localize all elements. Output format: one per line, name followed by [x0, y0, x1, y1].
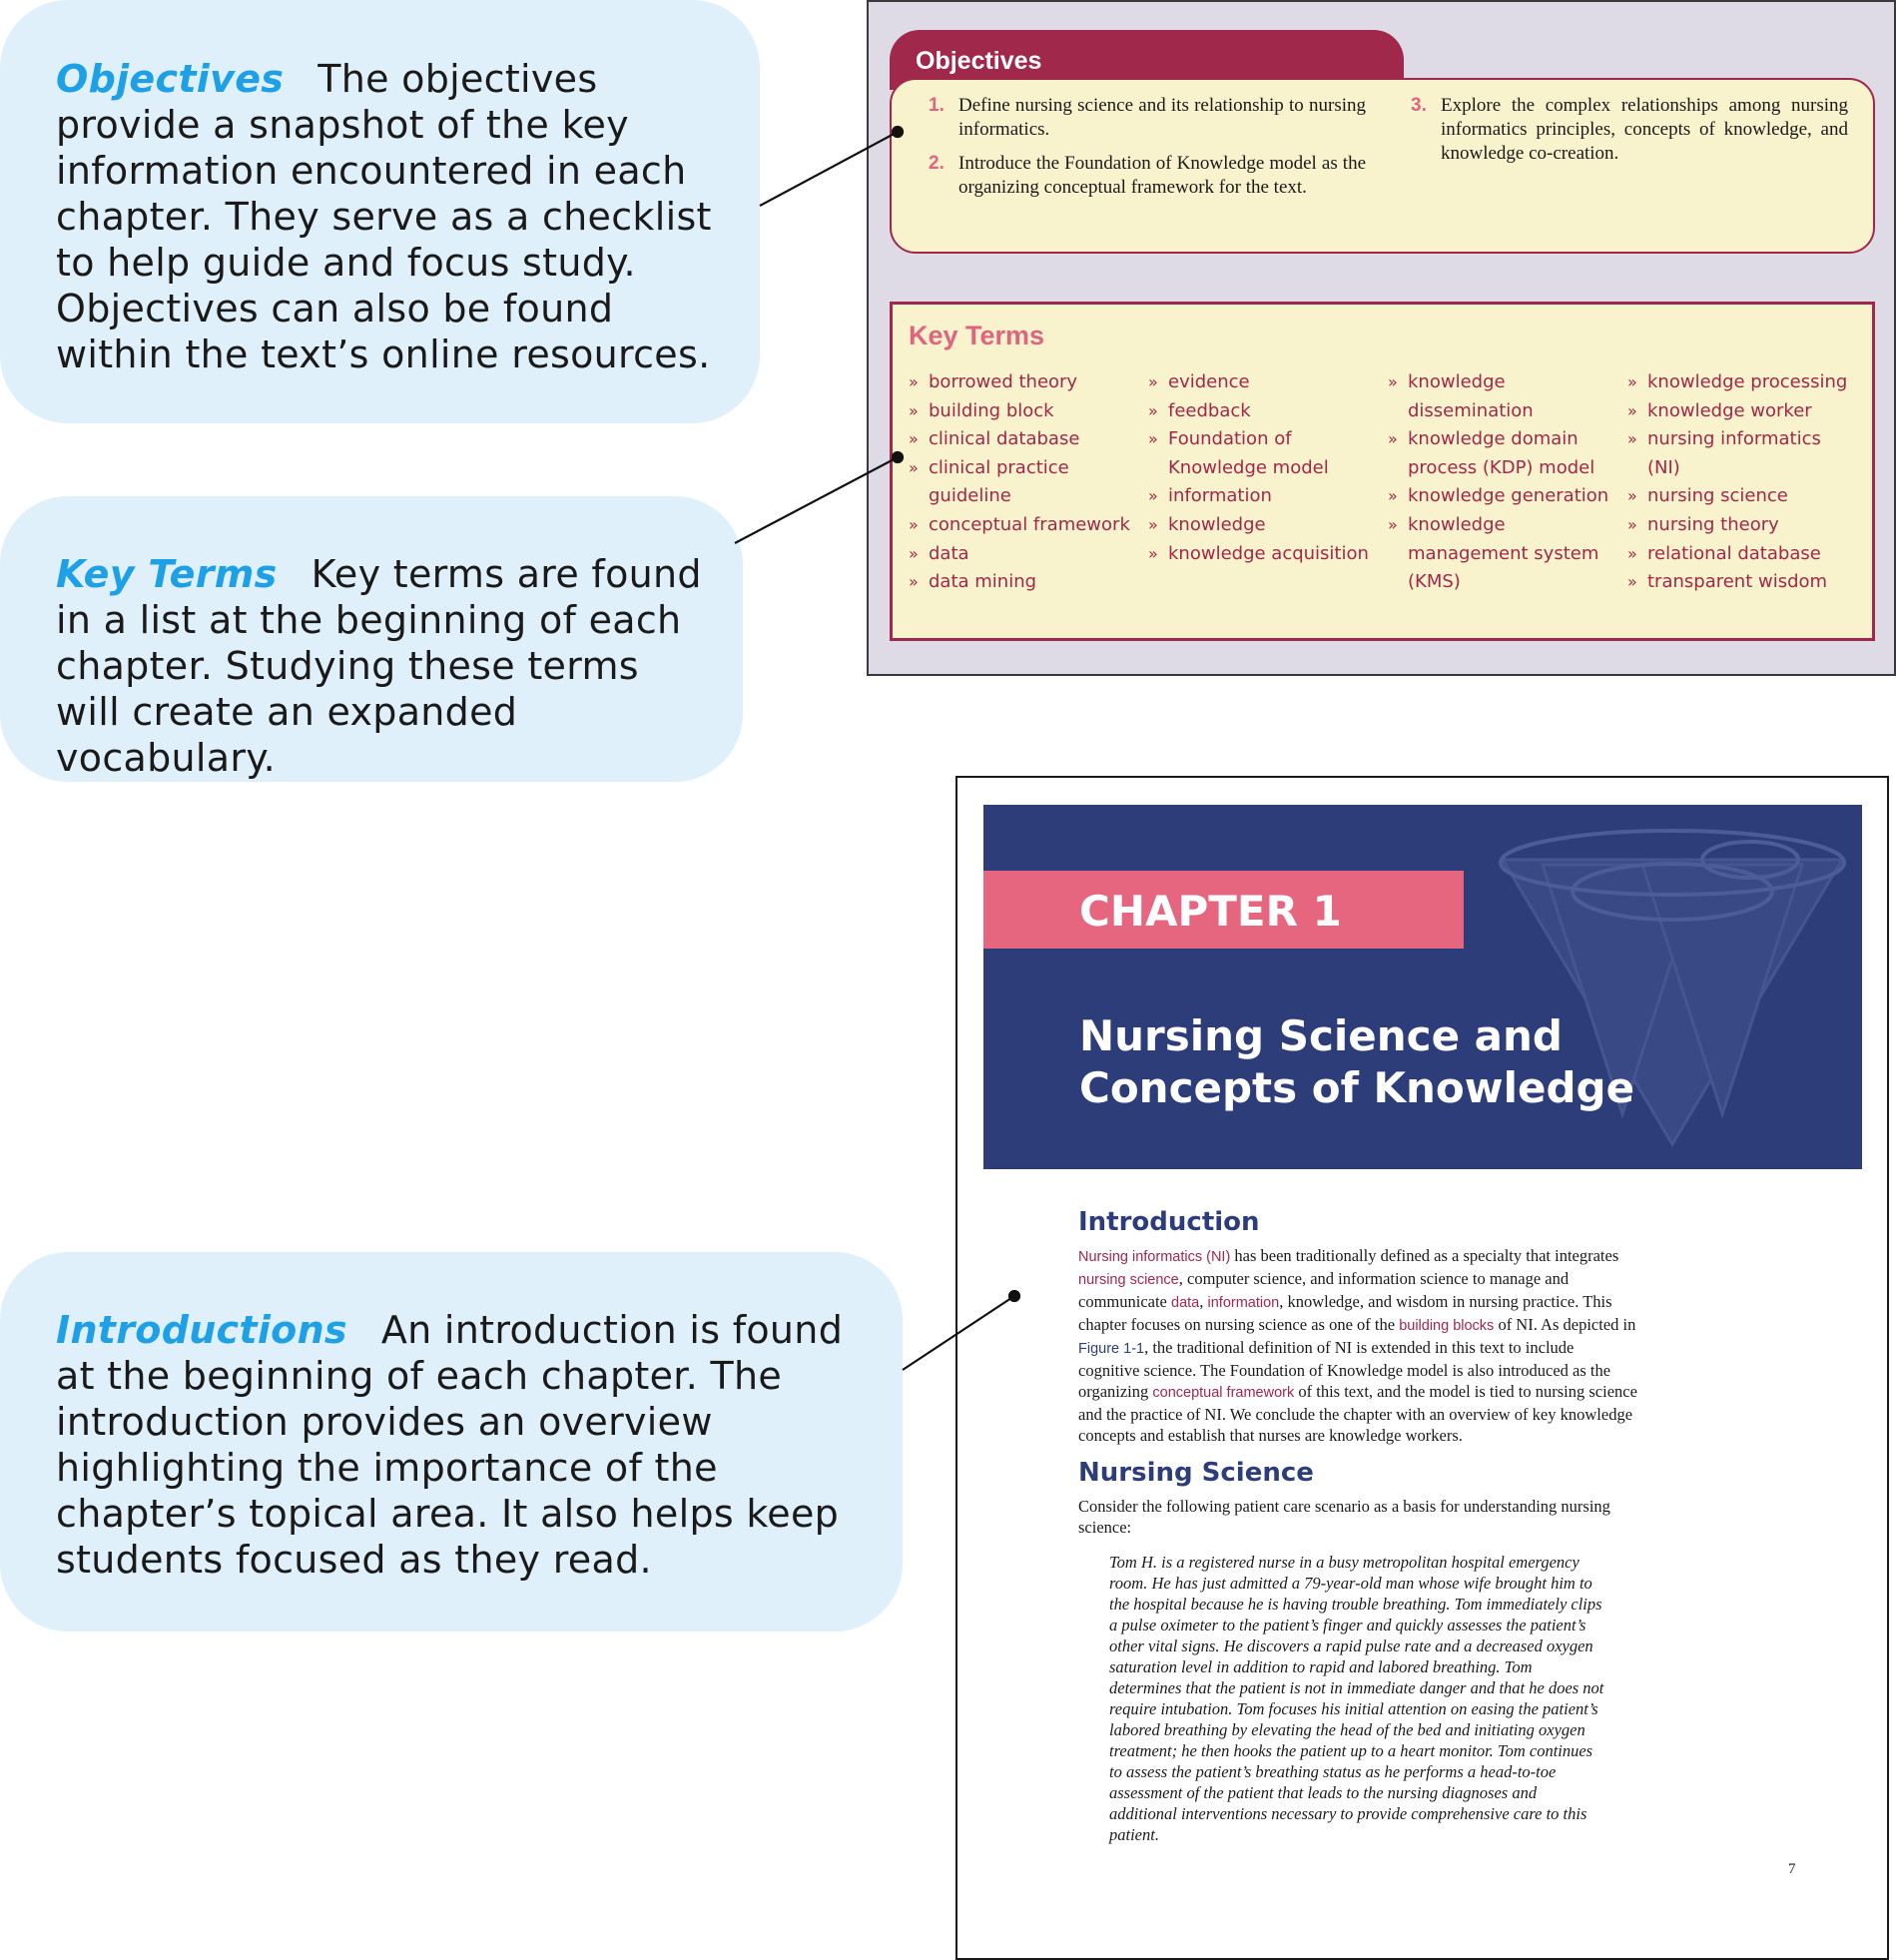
introductions-callout-text: An introduction is found at the beginning of each chapter. The introduction provides an overview highlighting the importance of the chapter’s topical area. It also helps keep students focused as they read. — [56, 1308, 844, 1582]
chapter-opening-page — [955, 776, 1889, 1960]
key-term: » nursing science — [1627, 482, 1857, 511]
objectives-callout-text: The objectives provide a snapshot of the key information encountered in each chapter. They serve as a checklist to help guide and focus study. Objectives can also be found within the text’s online resources. — [56, 57, 712, 376]
key-terms-callout-lead: Key Terms — [56, 552, 278, 596]
introduction-paragraph — [1078, 1245, 1637, 1446]
key-term: » borrowed theory — [909, 368, 1138, 397]
key-term: » relational database — [1627, 540, 1857, 569]
paragraph-text: of NI. As depicted in — [1494, 1315, 1636, 1334]
paragraph-text: of this text, and the model is tied to nursing science and the practice of NI. We conclude the chapter with an overview of key knowledge concepts and establish that nurses are knowledge workers. — [1078, 1382, 1637, 1445]
key-terms-column — [1388, 368, 1617, 597]
key-terms-callout-text: Key terms are found in a list at the beginning of each chapter. Studying these terms will create an expanded vocabulary. — [56, 552, 702, 780]
key-terms-box — [890, 302, 1875, 641]
objective-text: Define nursing science and its relationship to nursing informatics. — [958, 95, 1366, 140]
objectives-tab-title: Objectives — [890, 30, 1404, 90]
key-term-link[interactable]: data — [1171, 1295, 1200, 1311]
key-term-link[interactable]: conceptual framework — [1152, 1385, 1295, 1401]
patient-scenario: Tom H. is a registered nurse in a busy metropolitan hospital emergency room. He has just admitted a 79-year-old man whose wife brought him to the hospital because he is having trouble breathing. Tom immediately clips a pulse oximeter to the patient’s finger and quickly assesses the patient’s other vital signs. He discovers a rapid pulse rate and a decreased oxygen saturation level in addition to rapid and labored breathing. Tom determines that the patient is not in immediate danger and that he does not require intubation. Tom focuses his initial attention on easing the patient’s labored breathing by elevating the head of the bed and initiating oxygen treatment; he then hooks the patient up to a heart monitor. Tom continues to assess the patient’s breathing status as he performs a head-to-toe assessment of the patient that leads to the nursing diagnoses and additional interventions necessary to provide comprehensive care to this patient. — [1109, 1553, 1604, 1844]
key-term-link[interactable]: building blocks — [1399, 1318, 1495, 1334]
key-term-link[interactable]: Nursing informatics (NI) — [1078, 1249, 1231, 1265]
paragraph-text: , knowledge, and wisdom in nursing practice. This chapter focuses on nursing science as one of the — [1078, 1292, 1612, 1334]
key-term: » data mining — [909, 568, 1138, 597]
figure-reference-link[interactable]: Figure 1-1 — [1078, 1341, 1145, 1357]
objectives-callout — [0, 0, 760, 423]
chapter-banner — [983, 805, 1862, 1169]
key-term: » Foundation of Knowledge model — [1148, 425, 1378, 482]
key-terms-column — [909, 368, 1138, 597]
objective-item — [1411, 94, 1848, 166]
key-term-link[interactable]: information — [1207, 1295, 1280, 1311]
objectives-box — [890, 78, 1875, 254]
paragraph-text: , — [1199, 1292, 1208, 1311]
key-term: » transparent wisdom — [1627, 568, 1857, 597]
introductions-callout — [0, 1252, 903, 1632]
key-terms-column — [1148, 368, 1378, 568]
key-terms-callout — [0, 496, 743, 782]
key-term: » knowledge domain process (KDP) model — [1388, 425, 1617, 482]
key-terms-title: Key Terms — [909, 321, 1045, 350]
key-term: » nursing informatics (NI) — [1627, 425, 1857, 482]
objective-item — [929, 94, 1366, 142]
nursing-science-paragraph: Consider the following patient care scenario as a basis for understanding nursing science: — [1078, 1497, 1610, 1537]
key-term: » knowledge — [1148, 511, 1378, 540]
page-number: 7 — [1788, 1861, 1796, 1877]
key-term: » clinical practice guideline — [909, 454, 1138, 511]
key-term-link[interactable]: nursing science — [1078, 1272, 1179, 1288]
objective-text: Explore the complex relationships among nursing informatics principles, concepts of knowledge, and knowledge co-creation. — [1441, 95, 1848, 164]
key-term: » knowledge management system (KMS) — [1388, 511, 1617, 597]
key-term: » knowledge acquisition — [1148, 540, 1378, 569]
introduction-heading: Introduction — [1078, 1207, 1260, 1237]
key-term: » knowledge processing — [1627, 368, 1857, 397]
paragraph-text: , the traditional definition of NI is extended in this text to include cognitive science. The Foundation of Knowledge model is also introduced as the organizing — [1078, 1338, 1611, 1401]
key-terms-column — [1627, 368, 1857, 597]
chapter-title: Nursing Science and Concepts of Knowledge — [1079, 1011, 1635, 1112]
objective-text: Introduce the Foundation of Knowledge model as the organizing conceptual framework for the text. — [958, 153, 1366, 198]
key-term: » information — [1148, 482, 1378, 511]
chapter-body — [1078, 1207, 1637, 1845]
paragraph-text: , computer science, and information science to manage and communicate — [1078, 1269, 1570, 1311]
objective-number: 2. — [929, 153, 945, 174]
paragraph-text: has been traditionally defined as a specialty that integrates — [1230, 1246, 1619, 1265]
key-term: » data — [909, 540, 1138, 569]
key-term: » knowledge worker — [1627, 397, 1857, 426]
funnel-decoration-icon — [1443, 805, 1862, 1169]
objectives-key-terms-page — [867, 0, 1896, 676]
key-term: » feedback — [1148, 397, 1378, 426]
objective-number: 3. — [1411, 95, 1427, 116]
key-term: » clinical database — [909, 425, 1138, 454]
objectives-callout-lead: Objectives — [56, 57, 285, 101]
introductions-callout-lead: Introductions — [56, 1308, 347, 1352]
key-term: » building block — [909, 397, 1138, 426]
objective-item — [929, 152, 1366, 200]
key-term: » evidence — [1148, 368, 1378, 397]
key-term: » nursing theory — [1627, 511, 1857, 540]
key-term: » knowledge generation — [1388, 482, 1617, 511]
key-term: » conceptual framework — [909, 511, 1138, 540]
objective-number: 1. — [929, 95, 945, 116]
key-term: » knowledge dissemination — [1388, 368, 1617, 425]
nursing-science-heading: Nursing Science — [1078, 1458, 1314, 1488]
chapter-label: CHAPTER 1 — [983, 871, 1464, 949]
